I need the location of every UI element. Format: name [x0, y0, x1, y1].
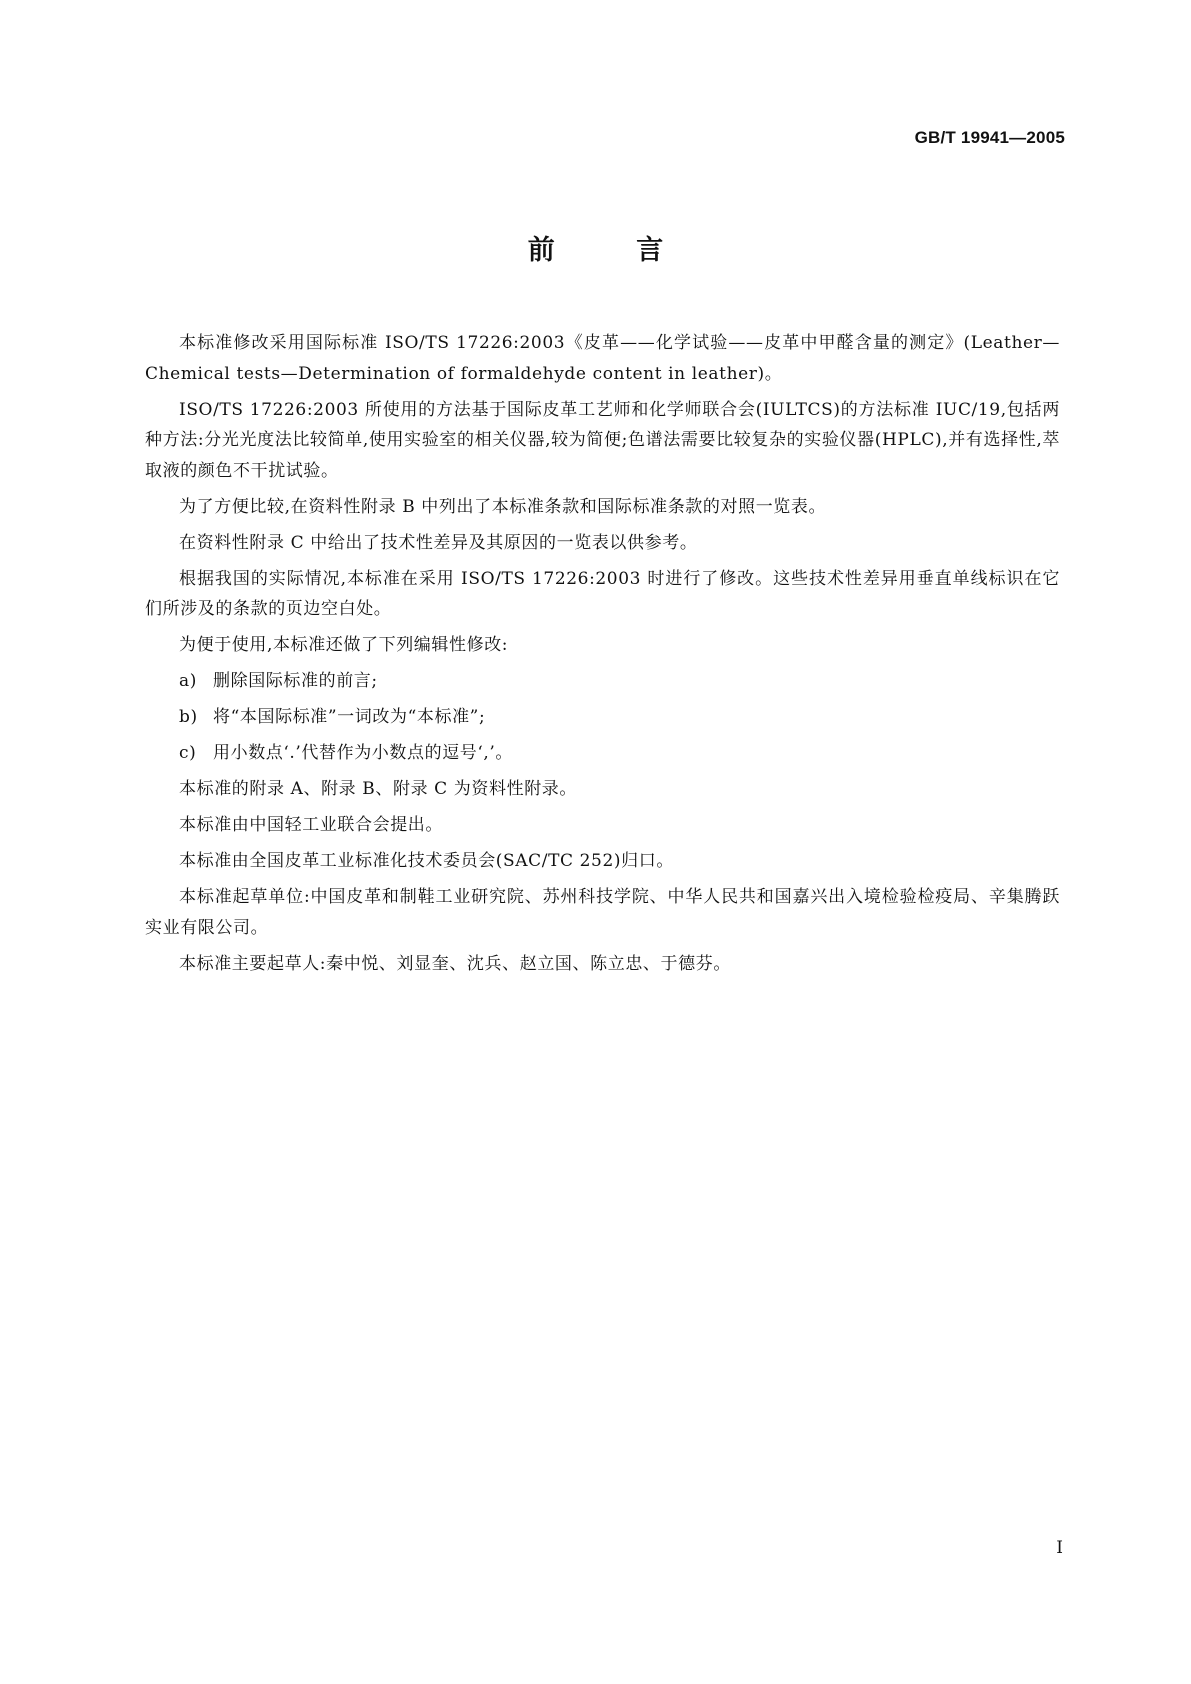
- paragraph-adoption: 本标准修改采用国际标准 ISO/TS 17226:2003《皮革——化学试验——皮革中甲醛含量的测定》(Leather—Chemical tests—Determination of formaldehyde content in leather)。: [145, 333, 1060, 384]
- foreword-body: [145, 328, 1060, 985]
- list-item: [145, 666, 1060, 697]
- list-item: [145, 738, 1060, 769]
- paragraph-proposed-by: 本标准由中国轻工业联合会提出。: [179, 815, 443, 835]
- paragraph-drafters: 本标准主要起草人:秦中悦、刘显奎、沈兵、赵立国、陈立忠、于德芬。: [179, 953, 731, 974]
- page-number: I: [1056, 1538, 1063, 1558]
- list-marker: c): [179, 743, 197, 763]
- paragraph-methods: ISO/TS 17226:2003 所使用的方法基于国际皮革工艺师和化学师联合会(IULTCS)的方法标准 IUC/19,包括两种方法:分光光度法比较简单,使用实验室的相关仪器,较为简便;色谱法需要比较复杂的实验仪器(HPLC),并有选择性,萃取液的颜色不干扰试验。: [145, 399, 1060, 481]
- paragraph-modifications: 根据我国的实际情况,本标准在采用 ISO/TS 17226:2003 时进行了修改。这些技术性差异用垂直单线标识在它们所涉及的条款的页边空白处。: [145, 568, 1060, 619]
- paragraph-annex-b: 为了方便比较,在资料性附录 B 中列出了本标准条款和国际标准条款的对照一览表。: [179, 496, 827, 517]
- list-item: [145, 702, 1060, 733]
- list-text: 用小数点‘.’代替作为小数点的逗号‘,’。: [213, 743, 514, 763]
- paragraph-technical-committee: 本标准由全国皮革工业标准化技术委员会(SAC/TC 252)归口。: [179, 851, 674, 871]
- list-marker: b): [179, 707, 198, 727]
- page-title: 前 言: [527, 235, 700, 266]
- paragraph-drafting-units: 本标准起草单位:中国皮革和制鞋工业研究院、苏州科技学院、中华人民共和国嘉兴出入境检验检疫局、辛集腾跃实业有限公司。: [145, 887, 1060, 938]
- list-text: 删除国际标准的前言;: [213, 671, 378, 691]
- list-marker: a): [179, 671, 197, 691]
- standard-number: GB/T 19941—2005: [914, 128, 1065, 147]
- paragraph-annex-c: 在资料性附录 C 中给出了技术性差异及其原因的一览表以供参考。: [179, 532, 698, 553]
- paragraph-editorial-intro: 为便于使用,本标准还做了下列编辑性修改:: [179, 635, 509, 655]
- list-text: 将“本国际标准”一词改为“本标准”;: [213, 707, 486, 727]
- paragraph-annex-types: 本标准的附录 A、附录 B、附录 C 为资料性附录。: [179, 779, 577, 799]
